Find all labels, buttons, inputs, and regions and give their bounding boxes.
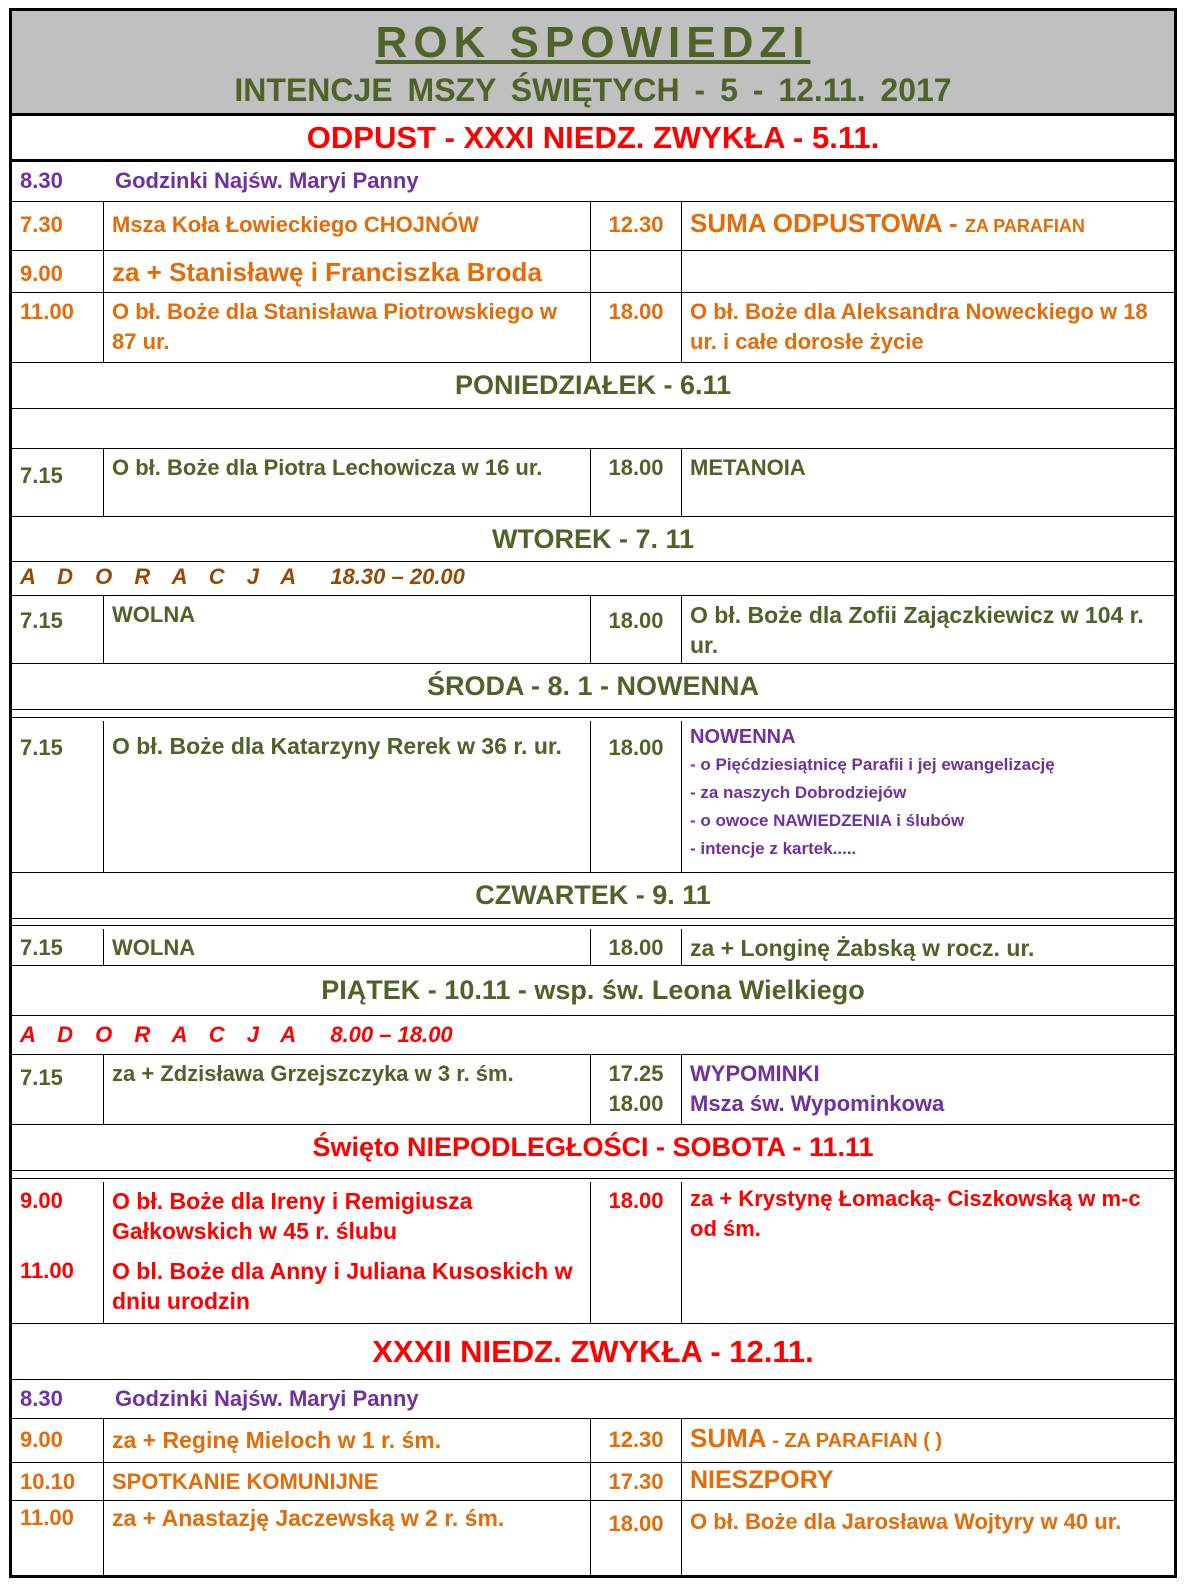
mass-intention: Msza św. Wypominkowa <box>690 1091 945 1116</box>
mass-time: 9.00 <box>12 251 104 292</box>
adoration-time: 18.30 – 20.00 <box>330 564 465 589</box>
mass-time: 18.00 <box>591 1501 682 1575</box>
novena-item: - za naszych Dobrodziejów <box>690 783 907 802</box>
mass-intention: O bł. Boże dla Katarzyny Rerek w 36 r. ur. <box>104 721 591 872</box>
mass-intention: O bł. Boże dla Zofii Zajączkiewicz w 104 r. ur. <box>690 602 1144 658</box>
mass-time: 7.15 <box>12 929 104 965</box>
godzinki-row-2 <box>12 1380 1174 1419</box>
novena-item: - intencje z kartek..... <box>690 839 857 858</box>
day-title-tuesday: WTOREK - 7. 11 <box>12 517 1174 562</box>
adoration-row <box>12 562 1174 596</box>
mass-intention: za + Anastazję Jaczewską w 2 r. śm. <box>104 1501 591 1575</box>
mass-intention: SPOTKANIE KOMUNIJNE <box>104 1463 591 1500</box>
page-title: ROK SPOWIEDZI <box>375 18 811 67</box>
mass-row <box>12 1055 1174 1125</box>
mass-time: 7.30 <box>12 202 104 250</box>
mass-time: 7.15 <box>12 721 104 872</box>
mass-time: 11.00 <box>20 1258 74 1283</box>
novena-item: - o Pięćdziesiątnicę Parafii i jej ewangelizację <box>690 755 1055 774</box>
adoration-time: 8.00 – 18.00 <box>330 1022 453 1047</box>
adoration-label: A D O R A C J A <box>20 1022 305 1047</box>
empty-row <box>12 409 1174 449</box>
mass-intention: O bł. Boże dla Aleksandra Noweckiego w 18 ur. i całe dorosłe życie <box>690 299 1148 354</box>
mass-intention: O bł. Boże dla Ireny i Remigiusza Gałkowskich w 45 r. ślubu <box>112 1188 473 1244</box>
mass-time: 7.15 <box>12 449 104 516</box>
mass-intention: za + Reginę Mieloch w 1 r. śm. <box>104 1419 591 1462</box>
mass-intention: O bł. Boże dla Stanisława Piotrowskiego w 87 ur. <box>104 293 591 362</box>
mass-time: 18.00 <box>591 293 682 362</box>
novena-intentions <box>682 721 1174 872</box>
schedule-sheet <box>9 8 1177 1578</box>
mass-time: 18.00 <box>591 449 682 516</box>
mass-time: 17.30 <box>591 1463 682 1500</box>
mass-row <box>12 251 1174 293</box>
mass-intention: NIESZPORY <box>690 1466 834 1494</box>
day-title-sunday-2: XXXII NIEDZ. ZWYKŁA - 12.11. <box>12 1324 1174 1380</box>
godzinki-time: 8.30 <box>20 1386 63 1411</box>
mass-time: 11.00 <box>12 1501 104 1575</box>
novena-title: NOWENNA <box>690 726 796 748</box>
mass-intention: WOLNA <box>104 596 591 663</box>
mass-intention: za + Krystynę Łomacką- Ciszkowską w m-c od śm. <box>690 1186 1141 1241</box>
mass-intention: SUMA - ZA PARAFIAN ( ) <box>690 1423 943 1453</box>
mass-time: 18.00 <box>591 929 682 965</box>
mass-row <box>12 721 1174 873</box>
mass-row <box>12 1182 1174 1324</box>
mass-intention: za + Longinę Żabską w rocz. ur. <box>690 935 1035 961</box>
mass-intention: za + Stanisławę i Franciszka Broda <box>104 251 591 292</box>
mass-row <box>12 1463 1174 1501</box>
day-title-thursday: CZWARTEK - 9. 11 <box>12 873 1174 919</box>
page-subtitle: INTENCJE MSZY ŚWIĘTYCH - 5 - 12.11. 2017 <box>234 72 952 108</box>
mass-time: 9.00 <box>20 1188 63 1213</box>
mass-row <box>12 293 1174 363</box>
mass-time: 10.10 <box>12 1463 104 1500</box>
mass-time: 9.00 <box>12 1419 104 1462</box>
mass-time: 12.30 <box>591 202 682 250</box>
mass-row <box>12 1419 1174 1463</box>
mass-intention: O bl. Boże dla Anny i Juliana Kusoskich w dniu urodzin <box>112 1258 573 1314</box>
mass-time: 7.15 <box>12 1055 104 1124</box>
mass-time: 12.30 <box>591 1419 682 1462</box>
mass-time: 11.00 <box>12 293 104 362</box>
day-title-saturday: Święto NIEPODLEGŁOŚCI - SOBOTA - 11.11 <box>12 1125 1174 1171</box>
godzinki-text: Godzinki Najśw. Maryi Panny <box>114 168 419 193</box>
day-title-sunday-1: ODPUST - XXXI NIEDZ. ZWYKŁA - 5.11. <box>12 116 1174 162</box>
mass-time: 18.00 <box>591 721 682 872</box>
day-title-friday: PIĄTEK - 10.11 - wsp. św. Leona Wielkiego <box>12 966 1174 1016</box>
mass-row <box>12 596 1174 664</box>
godzinki-text: Godzinki Najśw. Maryi Panny <box>114 1386 419 1411</box>
mass-intention: za + Zdzisława Grzejszczyka w 3 r. śm. <box>104 1055 591 1124</box>
mass-time: 18.00 <box>591 596 682 663</box>
godzinki-time: 8.30 <box>20 168 63 193</box>
mass-row <box>12 1501 1174 1575</box>
adoration-label: A D O R A C J A <box>20 564 305 589</box>
mass-row <box>12 202 1174 251</box>
mass-time: 7.15 <box>12 596 104 663</box>
mass-time: 17.25 <box>608 1061 664 1086</box>
mass-time: 18.00 <box>591 1182 682 1323</box>
mass-intention: SUMA ODPUSTOWA - ZA PARAFIAN <box>690 208 1085 238</box>
mass-intention: Msza Koła Łowieckiego CHOJNÓW <box>104 202 591 250</box>
novena-item: - o owoce NAWIEDZENIA i ślubów <box>690 811 965 830</box>
mass-intention: WOLNA <box>104 929 591 965</box>
day-title-wednesday: ŚRODA - 8. 1 - NOWENNA <box>12 664 1174 710</box>
page-header <box>12 11 1174 116</box>
mass-row <box>12 929 1174 966</box>
godzinki-row-1 <box>12 162 1174 202</box>
mass-intention: WYPOMINKI <box>690 1061 820 1086</box>
adoration-row <box>12 1016 1174 1055</box>
mass-row <box>12 449 1174 517</box>
mass-intention: O bł. Boże dla Jarosława Wojtyry w 40 ur. <box>690 1509 1122 1534</box>
mass-intention: METANOIA <box>690 455 806 480</box>
day-title-monday: PONIEDZIAŁEK - 6.11 <box>12 363 1174 409</box>
mass-time: 18.00 <box>608 1091 664 1116</box>
mass-intention: O bł. Boże dla Piotra Lechowicza w 16 ur. <box>104 449 591 516</box>
